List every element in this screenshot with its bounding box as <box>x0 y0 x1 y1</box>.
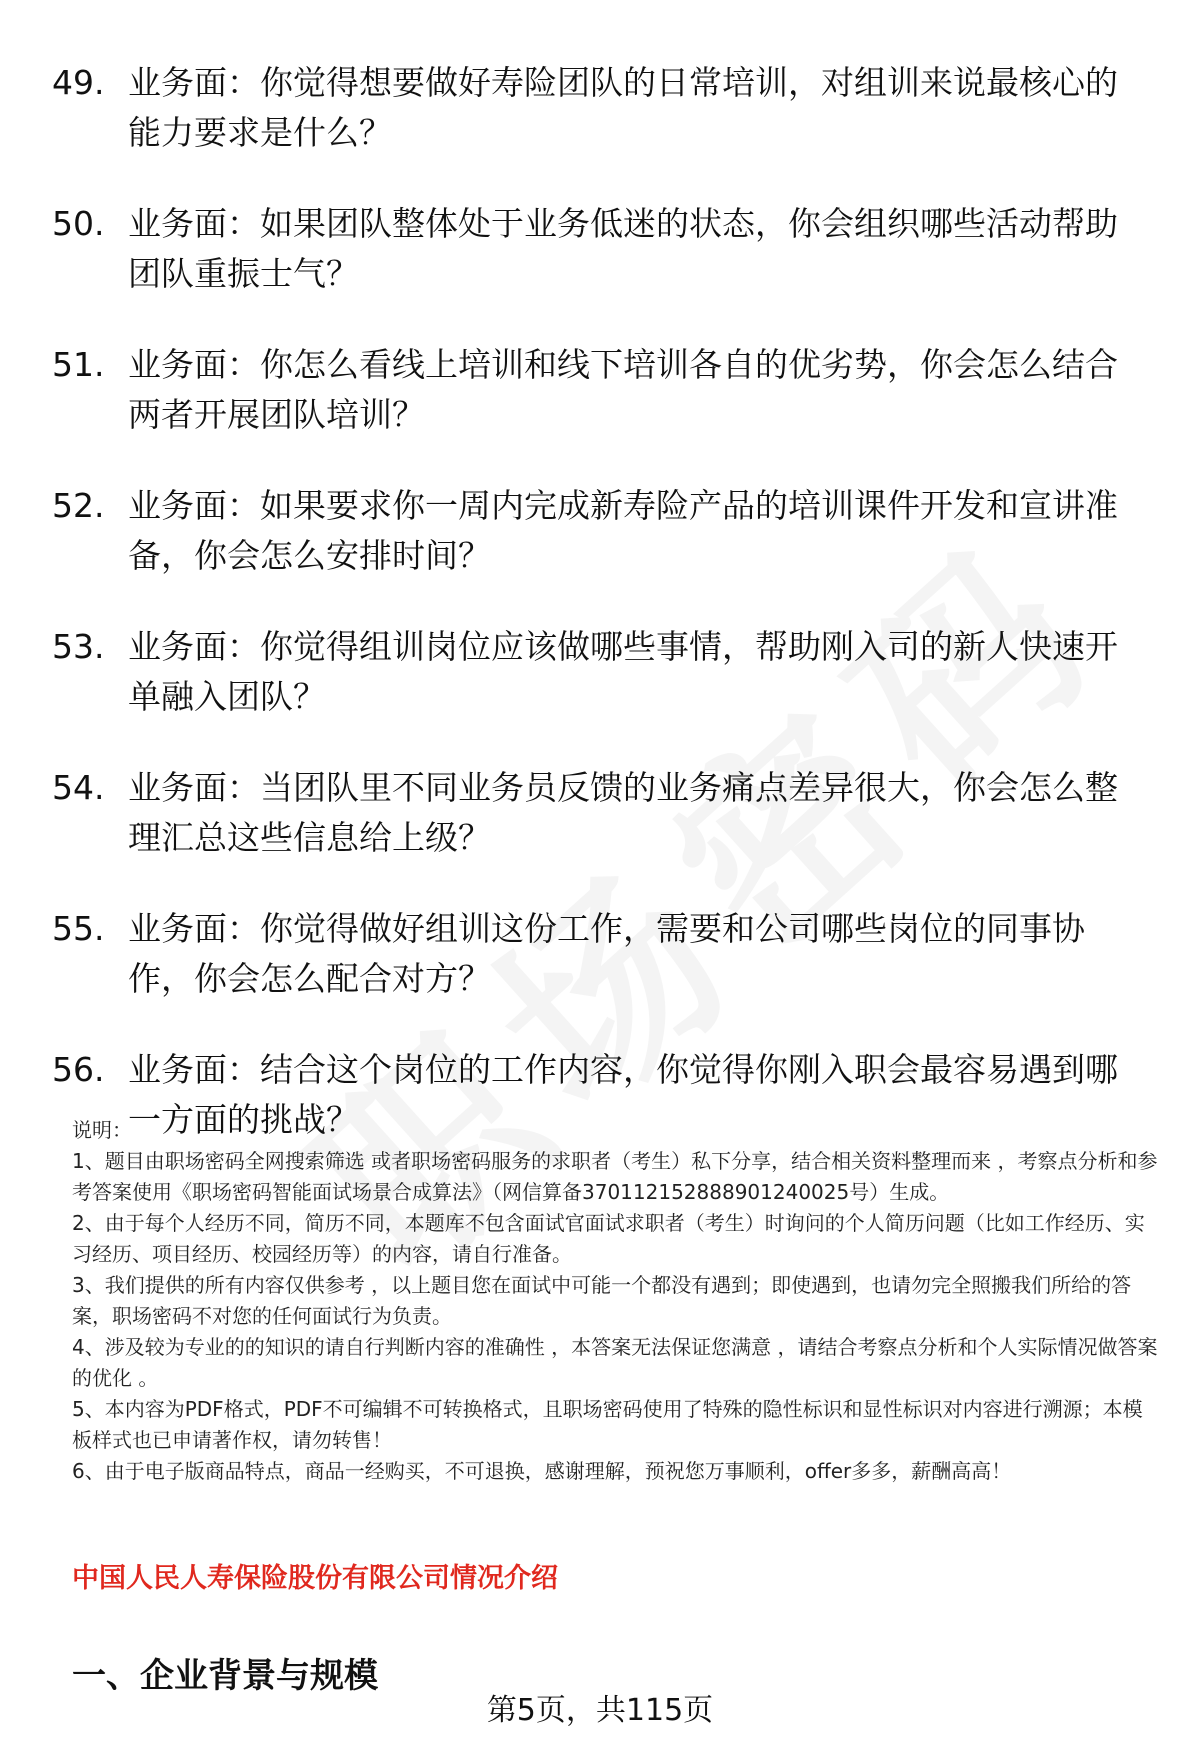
question-number: 52. <box>52 486 105 525</box>
question-number: 56. <box>52 1050 105 1089</box>
question-number: 55. <box>52 909 105 948</box>
section-heading: 一、企业背景与规模 <box>72 1656 378 1696</box>
question-item <box>52 481 1152 581</box>
question-list <box>52 58 1152 1186</box>
question-text: 业务面：结合这个岗位的工作内容，你觉得你刚入职会最容易遇到哪一方面的挑战？ <box>128 1050 1118 1139</box>
note-item: 2、由于每个人经历不同，简历不同，本题库不包含面试官面试求职者（考生）时询问的个人简历问题（比如工作经历、实习经历、项目经历、校园经历等）的内容，请自行准备。 <box>72 1211 1145 1266</box>
note-item: 3、我们提供的所有内容仅供参考 ，以上题目您在面试中可能一个都没有遇到；即使遇到，也请勿完全照搬我们所给的答案，职场密码不对您的任何面试行为负责。 <box>72 1273 1132 1328</box>
question-text: 业务面：你觉得组训岗位应该做哪些事情，帮助刚入司的新人快速开单融入团队？ <box>128 627 1118 716</box>
question-item <box>52 199 1152 299</box>
question-text: 业务面：如果团队整体处于业务低迷的状态，你会组织哪些活动帮助团队重振士气？ <box>128 204 1118 293</box>
question-item <box>52 622 1152 722</box>
question-text: 业务面：你觉得做好组训这份工作，需要和公司哪些岗位的同事协作，你会怎么配合对方？ <box>128 909 1085 998</box>
question-number: 50. <box>52 204 105 243</box>
company-title: 中国人民人寿保险股份有限公司情况介绍 <box>72 1563 558 1594</box>
note-item: 6、由于电子版商品特点，商品一经购买，不可退换，感谢理解，预祝您万事顺利，offer多多，薪酬高高！ <box>72 1459 1012 1483</box>
question-item <box>52 763 1152 863</box>
page-footer: 第5页，共115页 <box>486 1693 714 1728</box>
question-text: 业务面：你怎么看线上培训和线下培训各自的优劣势，你会怎么结合两者开展团队培训？ <box>128 345 1118 434</box>
question-text: 业务面：当团队里不同业务员反馈的业务痛点差异很大，你会怎么整理汇总这些信息给上级？ <box>128 768 1118 857</box>
question-number: 53. <box>52 627 105 666</box>
question-number: 51. <box>52 345 105 384</box>
note-item: 5、本内容为PDF格式，PDF不可编辑不可转换格式，且职场密码使用了特殊的隐性标识和显性标识对内容进行溯源；本模板样式也已申请著作权，请勿转售！ <box>72 1397 1143 1452</box>
notes-section <box>72 1115 1162 1487</box>
question-item <box>52 904 1152 1004</box>
notes-title: 说明： <box>72 1118 132 1142</box>
note-item: 1、题目由职场密码全网搜索筛选 或者职场密码服务的求职者（考生）私下分享，结合相关资料整理而来 ，考察点分析和参考答案使用《职场密码智能面试场景合成算法》（网信算备370112152888901240025号）生成。 <box>72 1149 1158 1204</box>
question-text: 业务面：你觉得想要做好寿险团队的日常培训，对组训来说最核心的能力要求是什么？ <box>128 63 1118 152</box>
question-number: 54. <box>52 768 105 807</box>
question-item <box>52 58 1152 158</box>
question-text: 业务面：如果要求你一周内完成新寿险产品的培训课件开发和宣讲准备，你会怎么安排时间？ <box>128 486 1118 575</box>
question-number: 49. <box>52 63 105 102</box>
question-item <box>52 340 1152 440</box>
note-item: 4、涉及较为专业的的知识的请自行判断内容的准确性 ，本答案无法保证您满意 ，请结合考察点分析和个人实际情况做答案的优化 。 <box>72 1335 1158 1390</box>
